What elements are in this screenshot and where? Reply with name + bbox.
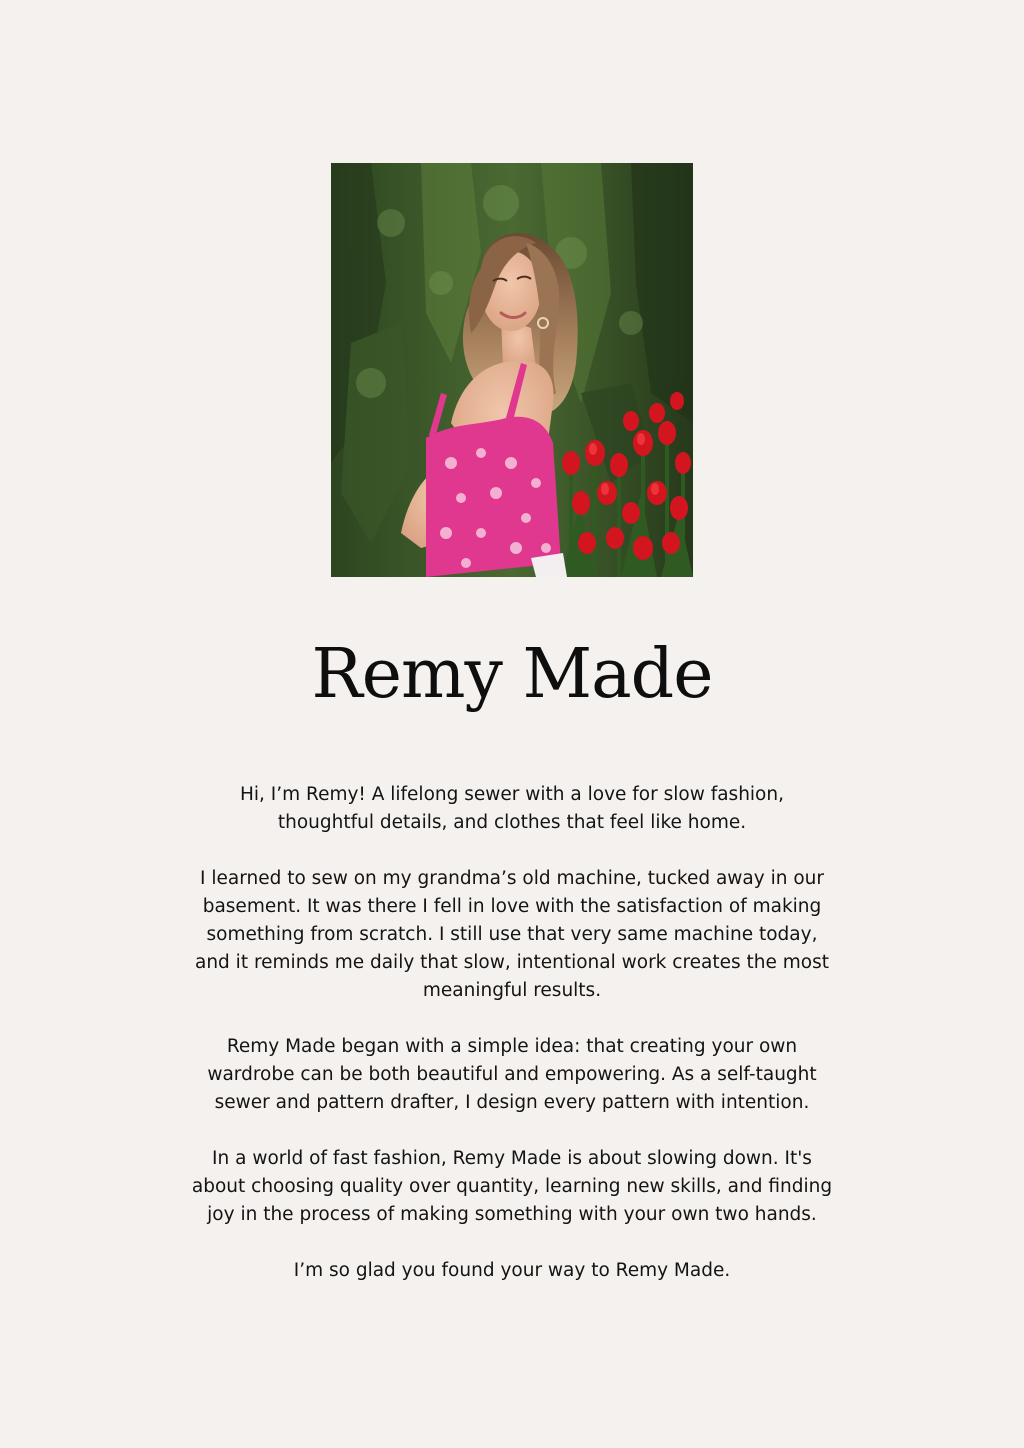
page-title: Remy Made: [311, 635, 713, 714]
bio-paragraph-slow-fashion: In a world of fast fashion, Remy Made is about slowing down. It's about choosing quality over quantity, learning new skills, and finding joy in the process of making something with your own two hands.: [191, 1148, 833, 1225]
bio-paragraph-intro: Hi, I’m Remy! A lifelong sewer with a love for slow fashion, thoughtful details, and clothes that feel like home.: [240, 784, 784, 833]
bio-paragraph-grandma-machine: I learned to sew on my grandma’s old machine, tucked away in our basement. It was there I fell in love with the satisfaction of making something from scratch. I still use that very same machine today, and it reminds me daily that slow, intentional work creates the most meaningful results.: [195, 868, 829, 1001]
portrait-illustration: [331, 163, 693, 577]
bio-text: [190, 781, 834, 1285]
portrait-photo: [331, 163, 693, 577]
bio-paragraph-closing: I’m so glad you found your way to Remy Made.: [293, 1260, 731, 1281]
bio-paragraph-origin: Remy Made began with a simple idea: that creating your own wardrobe can be both beautiful and empowering. As a self-taught sewer and pattern drafter, I design every pattern with intention.: [207, 1036, 817, 1113]
